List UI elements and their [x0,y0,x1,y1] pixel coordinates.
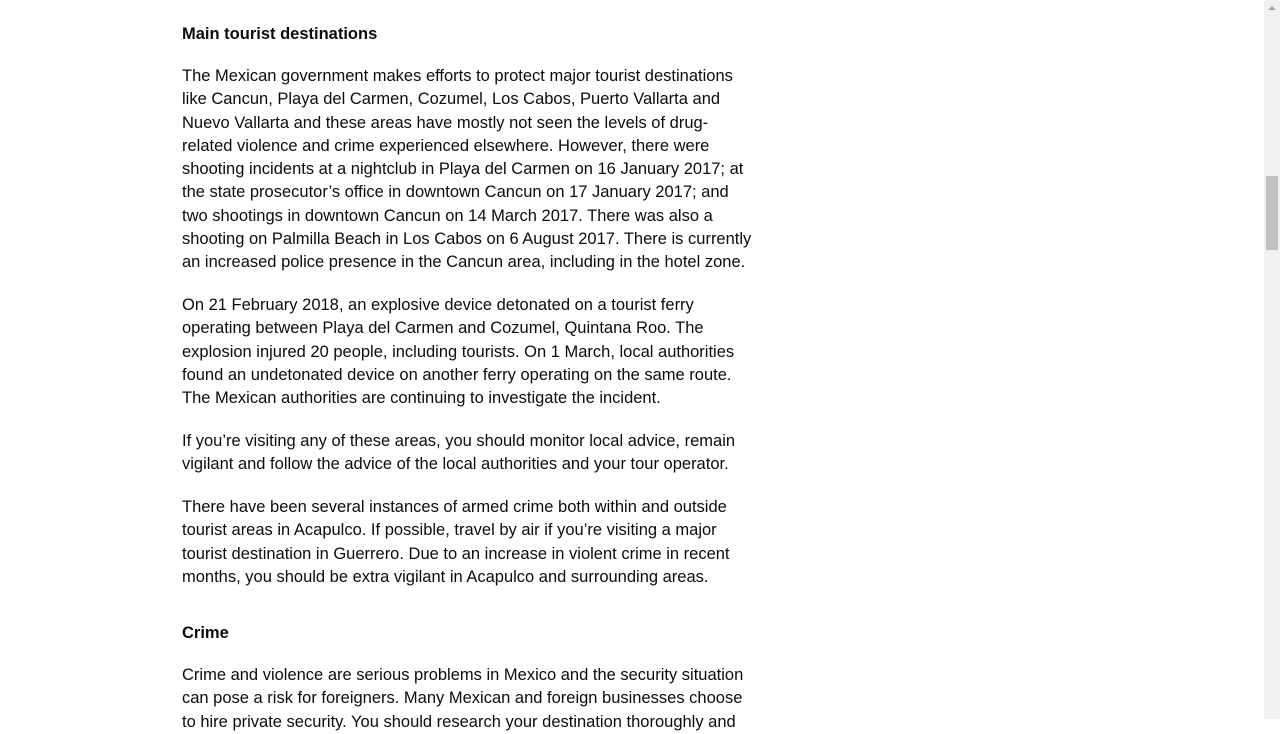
paragraph-tourist-destinations [182,65,751,275]
text-line: The Mexican government makes efforts to protect major tourist destinations [182,67,733,85]
text-line: vigilant and follow the advice of the local authorities and your tour operator. [182,455,729,474]
text-line: can pose a risk for foreigners. Many Mexican and foreign businesses choose [182,689,743,708]
text-line: to hire private security. You should research your destination thoroughly and [182,712,736,731]
text-line: tourist destination in Guerrero. Due to an increase in violent crime in recent [182,544,730,563]
text-line: related violence and crime experienced elsewhere. However, there were [182,136,710,155]
text-line: the state prosecutor’s office in downtown Cancun on 17 January 2017; and [182,183,729,202]
text-line: months, you should be extra vigilant in Acapulco and surrounding areas. [182,567,709,586]
text-line: two shootings in downtown Cancun on 14 March 2017. There was also a [182,206,713,225]
text-line: shooting incidents at a nightclub in Playa del Carmen on 16 January 2017; at [182,160,744,179]
heading-crime: Crime [182,624,229,642]
text-line: The Mexican authorities are continuing to investigate the incident. [182,389,661,408]
scrollbar-thumb[interactable] [1266,176,1278,250]
text-line: tourist areas in Acapulco. If possible, travel by air if you’re visiting a major [182,521,717,540]
text-line: Crime and violence are serious problems in Mexico and the security situation [182,666,744,684]
text-line: an increased police presence in the Cancun area, including in the hotel zone. [182,253,746,272]
scroll-up-arrow-icon[interactable] [1268,6,1276,10]
paragraph-crime [182,664,743,734]
paragraph-acapulco [182,496,730,589]
text-line: found an undetonated device on another ferry operating on the same route. [182,365,732,384]
text-line: like Cancun, Playa del Carmen, Cozumel, Los Cabos, Puerto Vallarta and [182,90,721,109]
paragraph-monitor-advice [182,430,735,477]
text-line: explosion injured 20 people, including tourists. On 1 March, local authorities [182,342,735,361]
text-line: Nuevo Vallarta and these areas have mostly not seen the levels of drug- [182,113,709,132]
text-line: If you’re visiting any of these areas, you should monitor local advice, remain [182,432,736,450]
vertical-scrollbar[interactable] [1264,0,1280,719]
heading-main-tourist-destinations: Main tourist destinations [182,25,378,43]
text-line: There have been several instances of armed crime both within and outside [182,498,727,516]
text-line: operating between Playa del Carmen and Cozumel, Quintana Roo. The [182,319,704,338]
text-line: On 21 February 2018, an explosive device detonated on a tourist ferry [182,296,694,314]
text-line: shooting on Palmilla Beach in Los Cabos on 6 August 2017. There is currently [182,230,752,249]
paragraph-ferry-explosion [182,294,734,410]
